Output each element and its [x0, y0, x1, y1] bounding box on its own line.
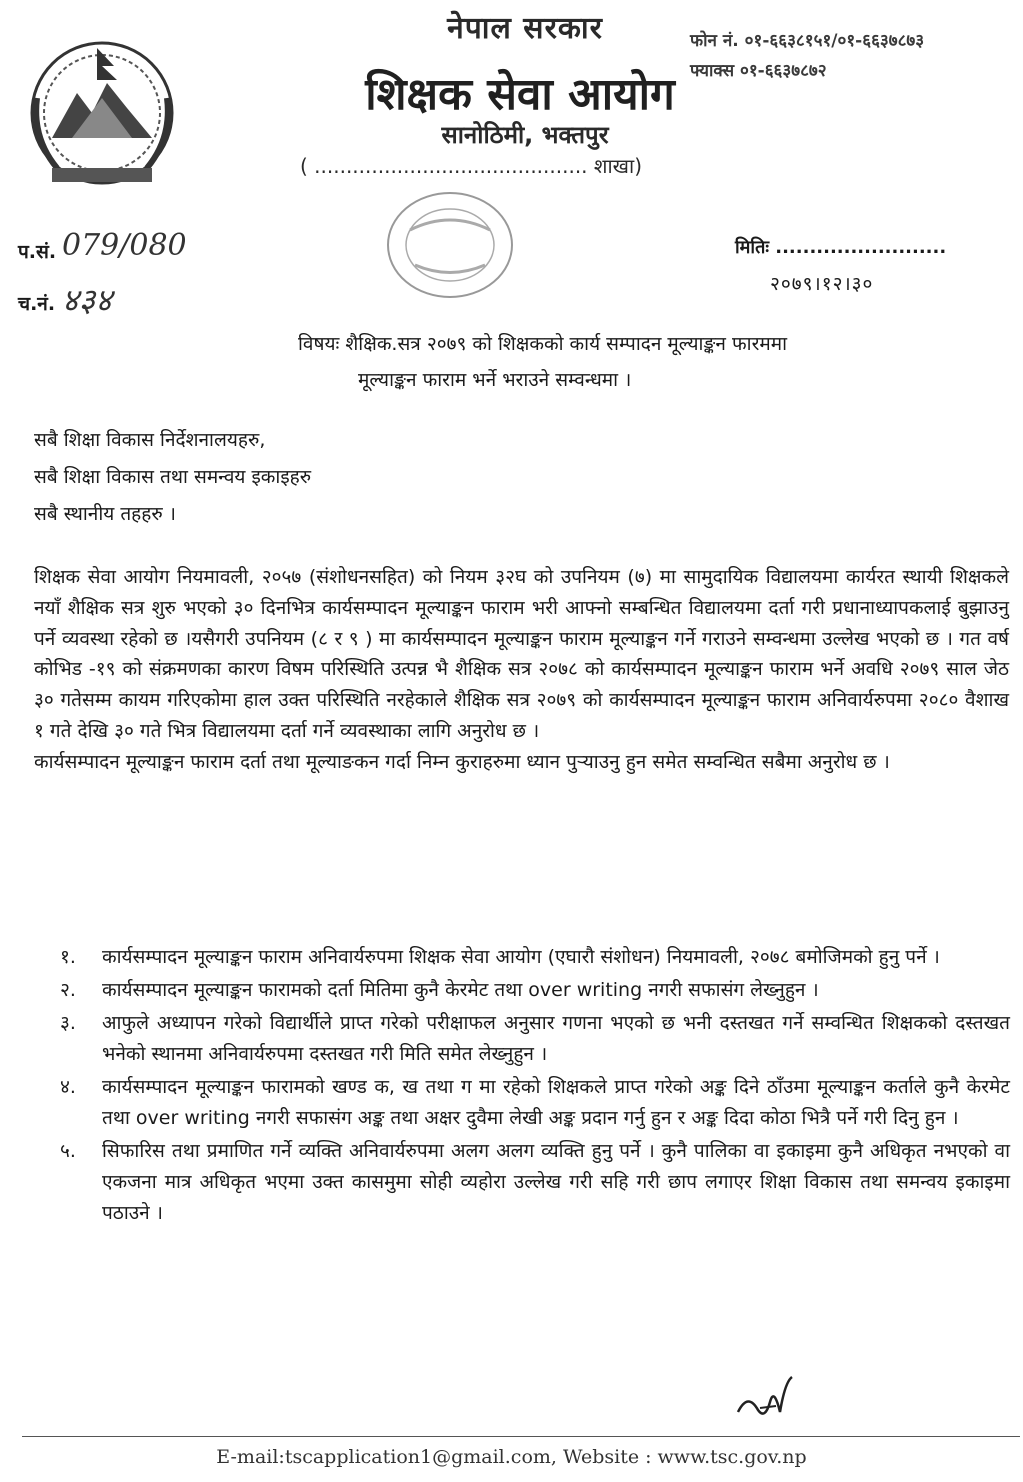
date-label: मितिः .........................: [735, 237, 947, 258]
list-item: [60, 1008, 1010, 1070]
organization-name: शिक्षक सेवा आयोग: [365, 69, 675, 120]
reference-number-value: 079/080: [62, 228, 187, 263]
nepal-emblem-icon: [22, 28, 182, 203]
seal-icon: [370, 180, 530, 310]
subject-line-1: विषयः शैक्षिक.सत्र २०७९ को शिक्षकको कार्य सम्पादन मूल्याङ्कन फारममा: [298, 333, 788, 355]
addressee-line: सबै शिक्षा विकास तथा समन्वय इकाइहरु: [34, 466, 312, 488]
footer-contact: E-mail:tscapplication1@gmail.com, Website : www.tsc.gov.np: [216, 1446, 807, 1468]
list-item: [60, 1136, 1010, 1229]
list-number: ५.: [60, 1140, 76, 1162]
organization-address: सानोठिमी, भक्तपुर: [441, 121, 609, 149]
addressee-line: सबै स्थानीय तहहरु ।: [34, 503, 176, 525]
list-item: [60, 1072, 1010, 1134]
list-text: कार्यसम्पादन मूल्याङ्कन फारामको दर्ता मितिमा कुनै केरमेट तथा over writing नगरी सफासंग लेख्नुहुन ।: [102, 979, 819, 1001]
addressee-line: सबै शिक्षा विकास निर्देशनालयहरु,: [34, 429, 266, 451]
subject-line-2: मूल्याङ्कन फाराम भर्ने भराउने सम्वन्धमा ।: [358, 369, 632, 391]
addressees: [34, 422, 311, 533]
signature-icon: [730, 1372, 820, 1422]
dispatch-number-label: च.नं.: [18, 293, 56, 315]
list-text: सिफारिस तथा प्रमाणित गर्ने व्यक्ति अनिवार्यरुपमा अलग अलग व्यक्ति हुनु पर्ने । कुनै पालिका वा इकाइमा कुनै अधिकृत नभएको वा एकजना मात्र अधिकृत भएमा उक्त कासमुमा सोही व्यहोरा उल्लेख गरी सहि गरी छाप लगाएर शिक्षा विकास तथा समन्वय इकाइमा पठाउने ।: [102, 1140, 1010, 1224]
list-text: कार्यसम्पादन मूल्याङ्कन फारामको खण्ड क, ख तथा ग मा रहेको शिक्षकले प्राप्त गरेको अङ्क दिने ठाँउमा मूल्याङ्कन कर्ताले कुनै केरमेट तथा over writing नगरी सफासंग अङ्क तथा अक्षर दुवैमा लेखी अङ्क प्रदान गर्नु हुन र अङ्क दिदा कोठा भित्रै पर्ने गरी दिनु हुन ।: [102, 1076, 1010, 1129]
footer-divider: [22, 1436, 1020, 1437]
phone-number: फोन नं. ०१-६६३८१५१/०१-६६३७८७३: [690, 31, 925, 51]
instruction-list: [60, 942, 1010, 1231]
subject: [298, 326, 998, 398]
government-name: नेपाल सरकार: [447, 11, 603, 46]
date-value: २०७९।१२।३०: [770, 273, 874, 295]
reference-number-label: प.सं.: [18, 241, 57, 263]
body-paragraph-1: शिक्षक सेवा आयोग नियमावली, २०५७ (संशोधनसहित) को नियम ३२घ को उपनियम (७) मा सामुदायिक विद्यालयमा कार्यरत स्थायी शिक्षकले नयाँ शैक्षिक सत्र शुरु भएको ३० दिनभित्र कार्यसम्पादन मूल्याङ्कन फाराम भरी आफ्नो सम्बन्धित विद्यालयमा दर्ता गरी प्रधानाध्यापकलाई बुझाउनु पर्ने व्यवस्था रहेको छ ।यसैगरी उपनियम (८ र ९ ) मा कार्यसम्पादन मूल्याङ्कन फाराम मूल्याङ्कन गर्ने गराउने सम्वन्धमा उल्लेख भएको छ । गत वर्ष कोभिड -१९ को संक्रमणका कारण विषम परिस्थिति उत्पन्न भै शैक्षिक सत्र २०७८ को कार्यसम्पादन मूल्याङ्कन फाराम भर्ने अवधि २०७९ साल जेठ ३० गतेसम्म कायम गरिएकोमा हाल उक्त परिस्थिति नरहेकाले शैक्षिक सत्र २०७९ को कार्यसम्पादन मूल्याङ्कन फाराम अनिवार्यरुपमा २०८० वैशाख १ गते देखि ३० गते भित्र विद्यालयमा दर्ता गर्ने व्यवस्थाका लागि अनुरोध छ ।: [34, 566, 1009, 742]
body-paragraph-2: कार्यसम्पादन मूल्याङ्कन फाराम दर्ता तथा मूल्याङकन गर्दा निम्न कुराहरुमा ध्यान पुऱ्याउनु हुन समेत सम्वन्धित सबैमा अनुरोध छ ।: [34, 750, 890, 773]
list-item: [60, 942, 1010, 973]
dispatch-number-value: ४३४: [62, 281, 112, 319]
list-number: १.: [60, 946, 76, 968]
branch-line: ( ........................................... शाखा): [300, 154, 643, 178]
list-item: [60, 975, 1010, 1006]
fax-number: फ्याक्स ०१-६६३७८७२: [690, 61, 827, 81]
list-text: आफुले अध्यापन गरेको विद्यार्थीले प्राप्त गरेको परीक्षाफल अनुसार गणना भएको छ भनी दस्तखत गर्ने सम्वन्धित शिक्षकको दस्तखत भनेको स्थानमा अनिवार्यरुपमा दस्तखत गरी मिति समेत लेख्नुहुन ।: [102, 1012, 1010, 1065]
list-text: कार्यसम्पादन मूल्याङ्कन फाराम अनिवार्यरुपमा शिक्षक सेवा आयोग (एघारौ संशोधन) नियमावली, २०७८ बमोजिमको हुनु पर्ने ।: [102, 946, 940, 968]
letter-body: [34, 562, 1009, 778]
list-number: २.: [60, 979, 76, 1001]
list-number: ४.: [60, 1076, 76, 1098]
signature: [730, 1372, 820, 1422]
list-number: ३.: [60, 1012, 76, 1034]
government-emblem: [22, 28, 182, 203]
office-stamp: [370, 180, 530, 310]
